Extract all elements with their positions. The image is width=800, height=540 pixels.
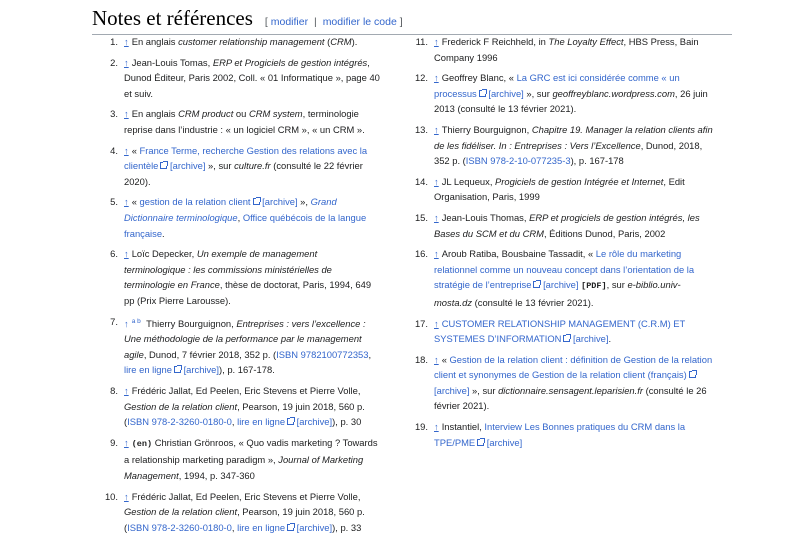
reference-italic: CRM <box>330 36 352 47</box>
reference-italic: dictionnaire.sensagent.leparisien.fr <box>498 384 643 396</box>
reference-number: 12. <box>414 72 428 84</box>
reference-item <box>414 210 714 241</box>
external-link[interactable]: La GRC est ici considérée comme « un processus <box>434 72 680 99</box>
external-link[interactable]: Le rôle du marketing relationnel comme un nouveau concept dans l’orientation de la stratégie de l’entreprise <box>434 248 695 291</box>
reference-text: Aroub Ratiba, Bousbaine Tassadit, « <box>441 248 596 260</box>
archive-link[interactable]: [archive] <box>296 416 333 428</box>
reference-text: ), p. 167-178. <box>219 364 275 376</box>
reference-italic: Entreprises : vers l’excellence : Une méthodologie de la performance par le management agile <box>124 317 366 360</box>
archive-link[interactable]: [archive] <box>543 279 579 291</box>
external-link-icon <box>287 524 294 531</box>
reference-item <box>104 194 380 241</box>
reference-text: , sur <box>606 279 628 291</box>
reference-item <box>104 314 380 379</box>
reference-italic: Gestion de la relation client <box>124 506 238 518</box>
edit-code-link[interactable]: modifier le code <box>322 16 397 28</box>
reference-text: , <box>237 211 243 223</box>
archive-link[interactable]: [archive] <box>170 160 206 172</box>
reference-item <box>414 70 714 117</box>
external-link[interactable]: CUSTOMER RELATIONSHIP MANAGEMENT (C.R.M) ET SYSTEMES D’INFORMATION <box>434 317 686 345</box>
reference-text: , Éditions Dunod, Paris, 2002 <box>543 227 666 239</box>
edit-bracket-close: ] <box>399 16 403 28</box>
reference-item <box>104 489 380 536</box>
reference-text: (consulté le 22 février 2020). <box>124 160 363 187</box>
dictionary-link[interactable]: Grand Dictionnaire terminologique <box>124 196 337 223</box>
reference-text: , <box>368 348 372 360</box>
read-online-link[interactable]: lire en ligne <box>124 364 172 376</box>
archive-link[interactable]: [archive] <box>183 364 219 376</box>
reference-text: ). <box>351 36 358 47</box>
reference-text: « <box>131 144 140 156</box>
reference-text: ), p. 30 <box>332 416 362 428</box>
external-link-icon <box>563 335 570 342</box>
backlink-arrow: ↑ <box>124 317 129 329</box>
external-link[interactable]: Interview Les Bonnes pratiques du CRM dans la TPE/PME <box>434 421 686 448</box>
reference-text: , Dunod, 7 février 2018, 352 p. ( <box>143 348 277 360</box>
reference-italic: The Loyalty Effect <box>548 36 624 47</box>
reference-item <box>414 34 714 65</box>
archive-link[interactable]: [archive] <box>296 521 333 533</box>
archive-link[interactable]: [archive] <box>488 87 524 99</box>
reference-number: 18. <box>414 353 428 365</box>
backlink-arrow[interactable]: ↑ <box>434 72 439 84</box>
reference-number: 3. <box>110 108 118 120</box>
reference-text: Jean-Louis Thomas, <box>441 211 530 223</box>
reference-text: Geoffrey Blanc, « <box>441 72 517 84</box>
reference-text: », <box>297 196 311 208</box>
reference-text: , thèse de doctorat, Paris, 1994, 649 pp (Prix Pierre Larousse). <box>124 279 372 306</box>
external-link[interactable]: Gestion de la relation client : définition de Gestion de la relation client et synonymes de Gestion de la relation client (français) <box>434 353 713 381</box>
reference-item <box>104 34 380 50</box>
external-link-icon <box>160 162 167 169</box>
reference-text: , terminologie reprise dans l’industrie : « un logiciel CRM », « un CRM ». <box>124 108 365 135</box>
isbn-link[interactable]: ISBN 9782100772353 <box>276 348 369 360</box>
reference-italic: geoffreyblanc.wordpress.com <box>552 87 675 99</box>
backlink-arrow[interactable]: ↑ <box>434 36 439 47</box>
reference-text: », sur <box>205 160 235 172</box>
section-heading <box>92 4 732 35</box>
reference-item <box>414 352 714 414</box>
section-title: Notes et références <box>92 6 253 30</box>
language-tag: (en) <box>131 438 153 449</box>
reference-text: Loïc Depecker, <box>131 248 197 260</box>
reference-item <box>414 419 714 450</box>
reference-italic: Chapitre 19. Manager la relation clients afin de les fidéliser. In : Entreprises : Vers l’Excellence <box>434 123 713 151</box>
archive-link[interactable]: [archive] <box>486 436 523 448</box>
reference-text: (consulté le 26 février 2021). <box>434 384 707 412</box>
backlink-arrow[interactable]: ↑ <box>124 490 129 502</box>
reference-number: 15. <box>414 211 428 223</box>
reference-item <box>414 246 714 310</box>
reference-number: 11. <box>415 36 428 47</box>
backlink-a[interactable]: a <box>131 317 136 325</box>
archive-link[interactable]: [archive] <box>573 333 609 345</box>
reference-text: , Dunod Éditeur, Paris 2002, Coll. « 01 Informatique », page 40 et suiv. <box>124 56 380 99</box>
reference-number: 4. <box>110 144 118 156</box>
edit-section-links <box>265 16 403 28</box>
reference-italic: Un exemple de management terminologique : les commissions ministérielles de terminologie en France <box>124 248 332 291</box>
reference-text: , 26 juin 2013 (consulté le 13 février 2021). <box>434 87 708 115</box>
reference-text: « <box>131 196 140 208</box>
reference-text: . <box>162 227 165 239</box>
reference-text: , <box>231 521 238 533</box>
backlink-arrow[interactable]: ↑ <box>434 353 439 365</box>
reference-italic: Journal of Marketing Management <box>124 454 364 481</box>
backlink-b[interactable]: b <box>137 317 141 325</box>
external-link-icon <box>533 281 540 288</box>
reference-italic: customer relationship management <box>178 36 325 47</box>
edit-separator: | <box>314 16 317 28</box>
reference-text: , Edit Organisation, Paris, 1999 <box>434 175 685 203</box>
backlink-arrow[interactable]: ↑ <box>124 248 129 260</box>
archive-link[interactable]: [archive] <box>434 384 470 396</box>
reference-number: 6. <box>110 248 118 260</box>
backlink-arrow[interactable]: ↑ <box>124 56 129 68</box>
reference-text: . <box>608 333 612 345</box>
backlink-arrow[interactable]: ↑ <box>434 317 439 329</box>
reference-item <box>104 435 380 484</box>
references-column-right <box>414 34 714 455</box>
backlink-arrow[interactable]: ↑ <box>124 385 129 396</box>
reference-number: 7. <box>110 315 118 327</box>
reference-text: , <box>231 416 238 428</box>
external-link-icon <box>477 439 484 446</box>
reference-number: 8. <box>110 385 118 396</box>
reference-text: , HBS Press, Bain Company 1996 <box>434 36 699 63</box>
backlink-arrow[interactable]: ↑ <box>124 108 129 120</box>
archive-link[interactable]: [archive] <box>262 196 298 208</box>
reference-number: 14. <box>414 175 428 187</box>
reference-item <box>104 246 380 308</box>
reference-text: Christian Grönroos, « Quo vadis marketing ? Towards a relationship marketing paradigm », <box>124 436 378 466</box>
external-link[interactable]: France Terme, recherche Gestion des relations avec la clientèle <box>124 144 368 172</box>
reference-item <box>104 55 380 102</box>
reference-text: ), p. 33 <box>332 521 362 533</box>
external-link-icon <box>174 366 181 373</box>
reference-number: 17. <box>414 317 428 329</box>
reference-text: Frédéric Jallat, Ed Peelen, Eric Stevens et Pierre Volle, <box>131 385 361 396</box>
backlink-arrow[interactable]: ↑ <box>124 436 129 448</box>
reference-text: , Dunod, 2018, 352 p. ( <box>434 139 703 167</box>
office-link[interactable]: Office québécois de la langue française <box>124 211 367 239</box>
reference-text: , Pearson, 19 juin 2018, 560 p. ( <box>124 506 365 533</box>
reference-italic: culture.fr <box>234 160 271 172</box>
read-online-link[interactable]: lire en ligne <box>237 521 286 533</box>
backlink-arrow[interactable]: ↑ <box>434 421 439 433</box>
reference-item <box>104 106 380 137</box>
reference-italic: ERP et Progiciels de gestion intégrés <box>212 56 368 68</box>
reference-text: Instantiel, <box>441 421 485 433</box>
reference-italic: CRM product <box>178 108 234 120</box>
isbn-link[interactable]: ISBN 978-2-10-077235-3 <box>465 155 571 167</box>
reference-text: « <box>441 353 450 365</box>
reference-text: Thierry Bourguignon, <box>143 317 237 329</box>
edit-bracket-open: [ <box>264 16 268 28</box>
reference-text: ( <box>324 36 331 47</box>
backlink-arrow[interactable]: ↑ <box>434 123 439 135</box>
reference-item <box>414 316 714 347</box>
edit-link[interactable]: modifier <box>270 16 309 28</box>
reference-italic: Progiciels de gestion Intégrée et Internet <box>495 175 664 187</box>
external-link-icon <box>287 418 294 425</box>
backlink-arrow[interactable]: ↑ <box>434 211 439 223</box>
read-online-link[interactable]: lire en ligne <box>237 416 286 428</box>
reference-text: Thierry Bourguignon, <box>441 123 532 135</box>
pdf-tag: [PDF] <box>581 281 607 292</box>
reference-text: JL Lequeux, <box>441 175 496 187</box>
reference-text: (consulté le 13 février 2021). <box>472 296 594 308</box>
isbn-link[interactable]: ISBN 978-2-3260-0180-0 <box>127 521 232 533</box>
reference-item <box>414 122 714 169</box>
reference-text: ou <box>233 108 249 120</box>
references-column-left <box>104 34 380 540</box>
reference-number: 1. <box>110 36 118 47</box>
backlink-arrow[interactable]: ↑ <box>434 175 439 187</box>
external-link-icon <box>253 198 260 205</box>
reference-item <box>104 143 380 190</box>
backlink-arrow[interactable]: ↑ <box>124 196 129 208</box>
reference-number: 10. <box>104 490 118 502</box>
reference-italic: Gestion de la relation client <box>124 400 238 412</box>
reference-text: Jean-Louis Tomas, <box>131 56 213 68</box>
reference-text: ), p. 167-178 <box>570 155 624 167</box>
external-link[interactable]: gestion de la relation client <box>139 196 251 208</box>
reference-number: 2. <box>110 56 118 68</box>
reference-text: Frederick F Reichheld, in <box>441 36 549 47</box>
reference-italic: CRM system <box>248 108 303 120</box>
backlink-arrow[interactable]: ↑ <box>124 144 129 156</box>
reference-number: 5. <box>110 196 118 208</box>
reference-text: Frédéric Jallat, Ed Peelen, Eric Stevens et Pierre Volle, <box>131 490 361 502</box>
external-link-icon <box>479 90 486 97</box>
reference-number: 13. <box>414 123 428 135</box>
reference-text: », sur <box>469 384 499 396</box>
reference-item <box>104 383 380 430</box>
reference-number: 19. <box>414 421 428 433</box>
reference-number: 9. <box>110 436 118 448</box>
reference-text: En anglais <box>131 108 179 120</box>
reference-italic: ERP et progiciels de gestion intégrés, les Bases du SCM et du CRM <box>434 211 700 239</box>
isbn-link[interactable]: ISBN 978-2-3260-0180-0 <box>127 416 232 428</box>
backlink-arrow[interactable]: ↑ <box>124 36 129 47</box>
external-link-icon <box>689 371 696 378</box>
reference-italic: e-biblio.univ-mosta.dz <box>434 279 681 308</box>
reference-number: 16. <box>414 248 428 260</box>
reference-text: , 1994, p. 347-360 <box>178 469 255 481</box>
reference-text: En anglais <box>131 36 179 47</box>
reference-text: », sur <box>523 87 553 99</box>
reference-item <box>414 174 714 205</box>
reference-text: , Pearson, 19 juin 2018, 560 p. ( <box>124 400 365 428</box>
backlink-arrow[interactable]: ↑ <box>434 248 439 260</box>
